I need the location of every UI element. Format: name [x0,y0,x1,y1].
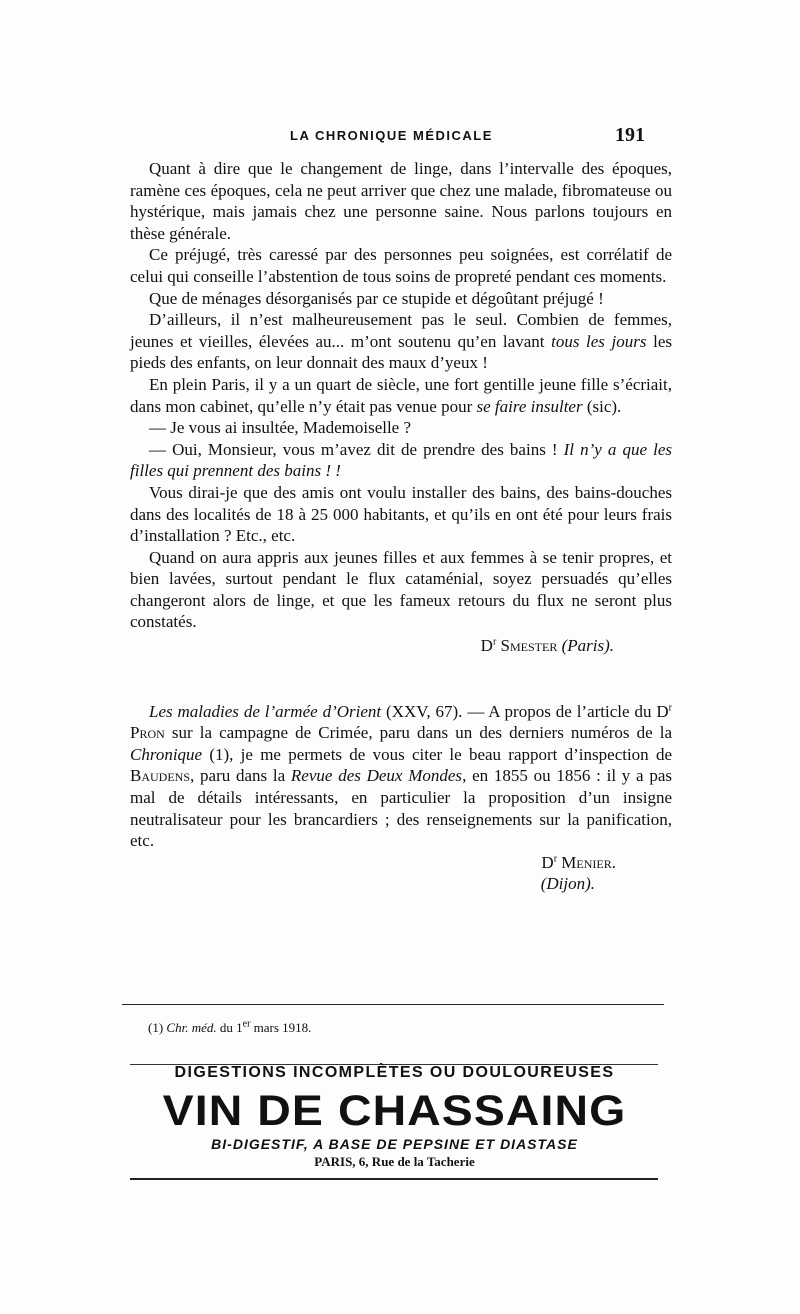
footnote-divider [122,1004,664,1005]
ad-description: BI-DIGESTIF, A BASE DE PEPSINE ET DIASTASE [211,1136,578,1152]
text-run: , en 1855 ou 1856 : il y a pas mal de détails intéressants, en particulier la proposition d’un insigne neutralisateur pour les brancardiers ; des renseignements sur la panification, etc. [130,766,673,851]
ad-address: PARIS, 6, Rue de la Tacherie [314,1154,475,1169]
signature-title: D [541,852,554,872]
italic-text: Chronique [130,744,203,764]
paragraph: Quand on aura appris aux jeunes filles et aux femmes à se tenir propres, et bien lavées, surtout pendant le flux cataménial, soyez persuadés qu’elles changeront alors de linge, et que les fameux retours du flux ne seront plus constatés. [130,547,672,632]
ad-bottom-rule [130,1178,658,1180]
author-name: Baudens [130,766,191,786]
signature-place: (Dijon). [540,874,595,894]
paragraph: — Je vous ai insultée, Mademoiselle ? [149,418,412,438]
signature-name: Menier. [561,852,616,872]
text-run: — Oui, Monsieur, vous m’avez dit de prendre des bains ! [149,439,564,459]
paragraph [130,309,672,374]
footnote-marker: (1) [148,1020,164,1035]
article-title: Les maladies de l’armée d’Orient [149,701,382,721]
signature-title: D [480,636,493,656]
text-run: (sic). [582,396,622,416]
signature-place: (Paris). [561,636,614,656]
italic-text: se faire insulter [476,396,583,416]
signature-smester [130,635,672,657]
signature-menier [130,852,672,874]
text-run: (1), je me permets de vous citer le beau rapport d’inspection de [202,744,672,764]
text-run: mars 1918. [250,1020,312,1035]
paragraph [130,439,672,482]
paragraph [130,374,672,417]
text-run: sur la campagne de Crimée, paru dans un des derniers numéros de la [164,723,672,743]
text-run: du 1 [216,1020,243,1035]
running-title: LA CHRONIQUE MÉDICALE [290,128,493,143]
paragraph: Quant à dire que le changement de linge, dans l’intervalle des époques, ramène ces époques, cela ne peut arriver que chez une malade, fibromateuse ou hystérique, mais jamais chez une personne saine. Nous parlons toujours en thèse générale. [130,159,672,243]
paragraph: Ce préjugé, très caressé par des personnes peu soignées, est corrélatif de celui qui conseille l’abstention de tous soins de propreté pendant ces moments. [130,245,672,286]
paragraph: Que de ménages désorganisés par ce stupide et dégoûtant préjugé ! [149,288,604,308]
text-run: , paru dans la [190,766,291,786]
text-run: (XXV, 67). — A propos de l’article du D [381,701,669,721]
text-run: D’ailleurs, il n’est malheureusement pas le seul. Combien de femmes, jeunes et vieilles, élevées au... m’ont soutenu qu’en lavant [130,310,672,351]
paragraph: Vous dirai-je que des amis ont voulu installer des bains, des bains-douches dans des localités de 18 à 25 000 habitants, et qu’ils en ont été pour leurs frais d’installation ? Etc., etc. [130,482,672,546]
ad-tagline: DIGESTIONS INCOMPLÈTES OU DOULOUREUSES [174,1064,615,1081]
superscript: r [668,702,673,713]
main-text [130,158,672,895]
superscript: er [242,1018,251,1030]
text-run: les pieds des enfants, on leur donnait des maux d’yeux ! [130,331,672,373]
page-number: 191 [615,124,645,146]
italic-text: Il n’y a que les filles qui prennent des bains ! ! [130,439,672,481]
advertisement [122,1060,667,1170]
italic-text: Chr. méd. [166,1020,217,1035]
italic-text: Revue des Deux Mondes [290,766,463,786]
signature-name: Smester [500,636,558,656]
author-name: Pron [130,723,165,743]
signature-place-line [130,873,672,895]
section-gap [130,657,672,701]
superscript: r [553,853,558,865]
superscript: r [492,636,497,648]
paragraph [130,701,672,852]
footnote [148,1020,311,1036]
ad-product-name: VIN DE CHASSAING [162,1087,627,1135]
italic-text: tous les jours [551,331,647,351]
text-run: En plein Paris, il y a un quart de siècle, une fort gentille jeune fille s’écriait, dans mon cabinet, qu’elle n’y était pas venue pour [130,374,672,416]
